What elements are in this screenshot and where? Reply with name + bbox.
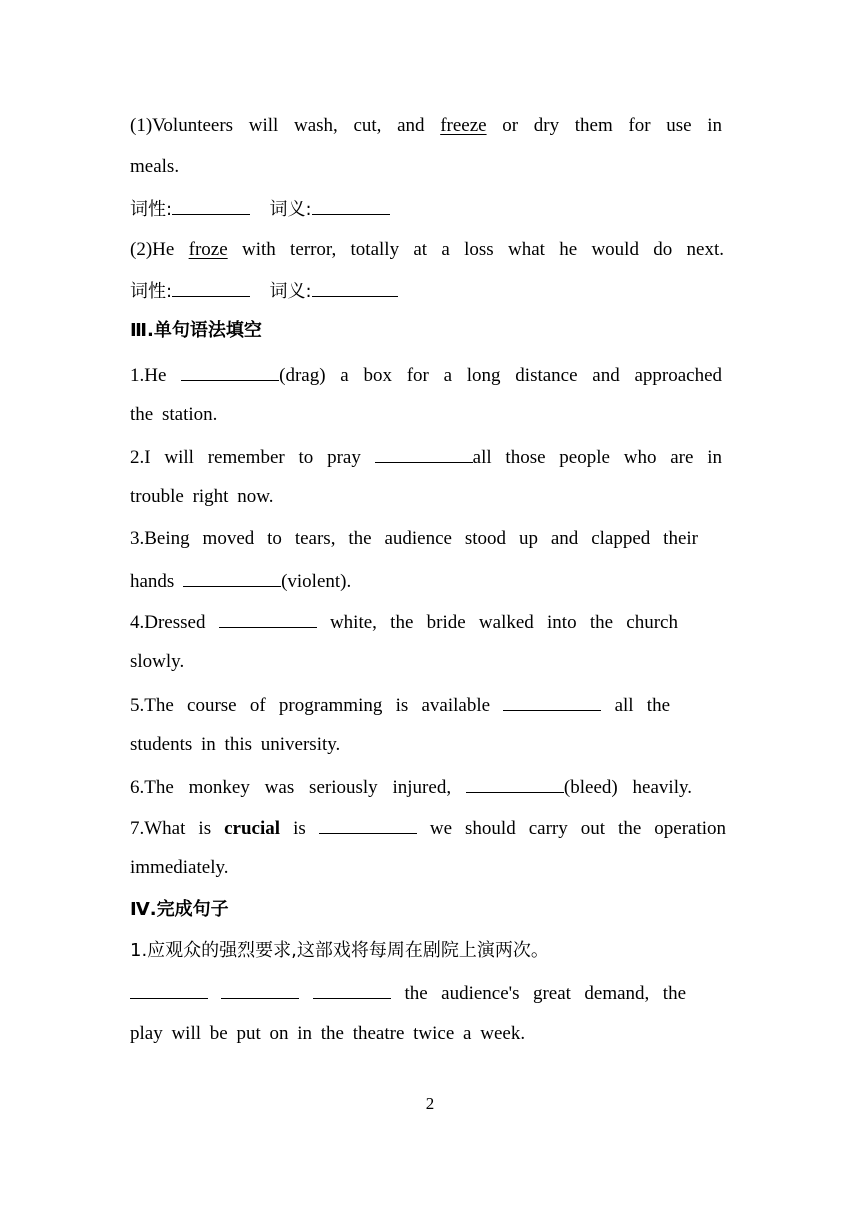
question-text: white, the bride walked into the church bbox=[329, 612, 678, 633]
question-text: (drag) a box for a long distance and approached bbox=[279, 365, 723, 386]
question-text: all those people who are in bbox=[472, 447, 723, 468]
meaning-label: 词义: bbox=[269, 281, 312, 302]
underlined-word: froze bbox=[188, 239, 228, 260]
question-6 bbox=[130, 774, 692, 800]
section-heading: Ⅳ.完成句子 bbox=[130, 899, 229, 920]
answer-blank[interactable] bbox=[181, 362, 279, 381]
question-1 bbox=[130, 362, 722, 388]
question-text: hands bbox=[130, 571, 175, 592]
question-4-cont: slowly. bbox=[130, 651, 185, 672]
question-5 bbox=[130, 692, 670, 718]
meaning-blank[interactable] bbox=[312, 196, 390, 215]
section-heading: Ⅲ.单句语法填空 bbox=[130, 320, 262, 341]
answer-blank[interactable] bbox=[130, 980, 208, 999]
question-text: 5.The course of programming is available bbox=[130, 695, 491, 716]
sentence-text: or dry them for use in bbox=[502, 115, 723, 136]
sentence-text: the audience's great demand, the bbox=[404, 983, 687, 1004]
underlined-word: freeze bbox=[440, 115, 487, 136]
bold-word: crucial bbox=[224, 818, 281, 839]
part-of-speech-blank[interactable] bbox=[172, 196, 250, 215]
answer-blank[interactable] bbox=[183, 568, 281, 587]
question-4 bbox=[130, 609, 678, 635]
question-5-cont: students in this university. bbox=[130, 734, 341, 755]
vocab-sentence-1-cont: meals. bbox=[130, 156, 180, 177]
question-text: 4.Dressed bbox=[130, 612, 206, 633]
sentence-text: (1)Volunteers will wash, cut, and bbox=[130, 115, 425, 136]
completion-sentence-1 bbox=[130, 980, 686, 1006]
part-of-speech-label: 词性: bbox=[130, 281, 173, 302]
answer-blank[interactable] bbox=[221, 980, 299, 999]
question-text: 1.He bbox=[130, 365, 167, 386]
answer-blank[interactable] bbox=[313, 980, 391, 999]
question-text: 2.I will remember to pray bbox=[130, 447, 361, 468]
vocab-answer-row-1 bbox=[130, 196, 390, 222]
answer-blank[interactable] bbox=[375, 444, 473, 463]
question-text: is bbox=[293, 818, 306, 839]
question-text: all the bbox=[614, 695, 671, 716]
part-of-speech-label: 词性: bbox=[130, 199, 173, 220]
question-text: (violent). bbox=[281, 571, 352, 592]
question-7 bbox=[130, 815, 726, 841]
question-2 bbox=[130, 444, 722, 470]
question-text: we should carry out the operation bbox=[429, 818, 727, 839]
question-text: 7.What is bbox=[130, 818, 212, 839]
sentence-text: (2)He bbox=[130, 239, 175, 260]
question-text: 6.The monkey was seriously injured, bbox=[130, 777, 452, 798]
meaning-label: 词义: bbox=[269, 199, 312, 220]
answer-blank[interactable] bbox=[219, 609, 317, 628]
answer-blank[interactable] bbox=[319, 815, 417, 834]
completion-sentence-1-cont: play will be put on in the theatre twice a week. bbox=[130, 1023, 526, 1044]
question-3: 3.Being moved to tears, the audience stood up and clapped their bbox=[130, 528, 698, 549]
answer-blank[interactable] bbox=[503, 692, 601, 711]
question-3-cont bbox=[130, 568, 351, 594]
question-2-cont: trouble right now. bbox=[130, 486, 274, 507]
answer-blank[interactable] bbox=[466, 774, 564, 793]
meaning-blank[interactable] bbox=[312, 278, 398, 297]
vocab-sentence-2 bbox=[130, 238, 724, 262]
part-of-speech-blank[interactable] bbox=[172, 278, 250, 297]
sentence-text: with terror, totally at a loss what he would do next. bbox=[241, 239, 725, 260]
question-text: (bleed) heavily. bbox=[563, 777, 692, 798]
question-7-cont: immediately. bbox=[130, 857, 229, 878]
page-number: 2 bbox=[425, 1094, 435, 1113]
vocab-answer-row-2 bbox=[130, 278, 398, 304]
vocab-sentence-1 bbox=[130, 114, 722, 138]
question-1-cont: the station. bbox=[130, 404, 218, 425]
translation-prompt: 1.应观众的强烈要求,这部戏将每周在剧院上演两次。 bbox=[130, 940, 549, 961]
